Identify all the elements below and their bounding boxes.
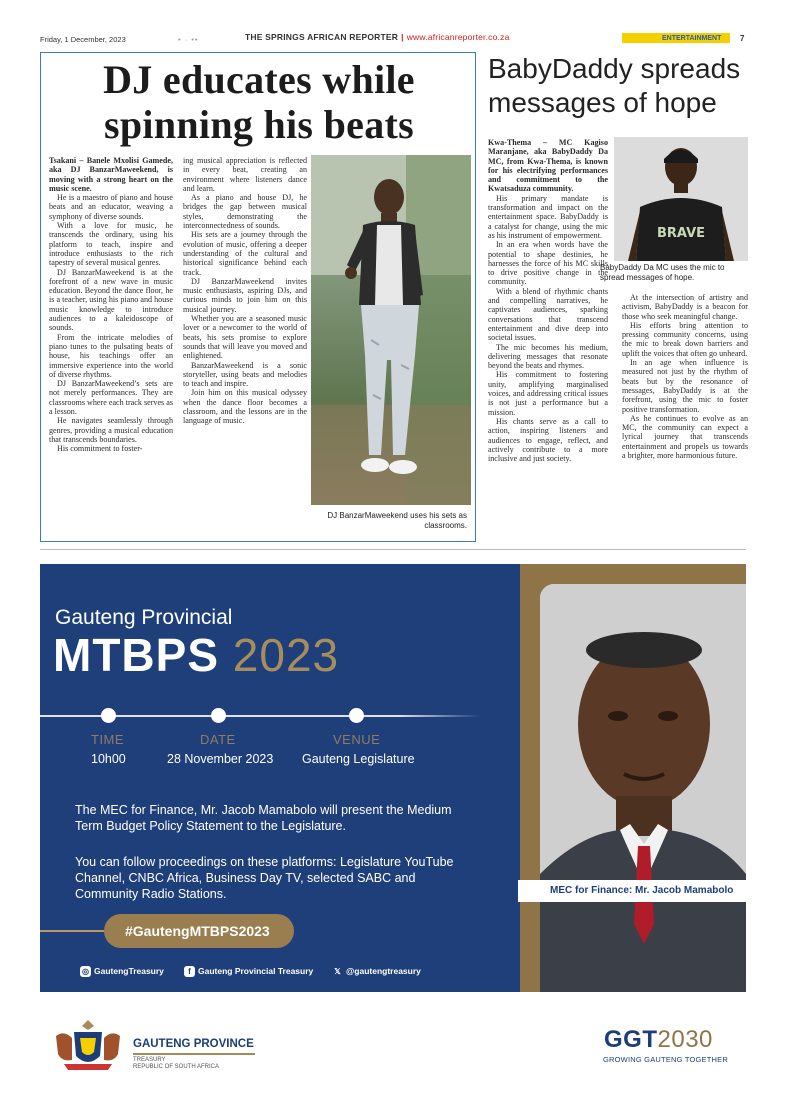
ggt-tagline: GROWING GAUTENG TOGETHER bbox=[603, 1055, 728, 1064]
social-instagram[interactable] bbox=[80, 966, 164, 977]
x-icon: 𝕏 bbox=[334, 967, 341, 977]
story1-column-1 bbox=[49, 156, 173, 454]
dj-photo bbox=[311, 155, 471, 505]
story2-paragraph: His chants serve as a call to action, inspiring listeners and audiences to engage, reflect, and actively contribute to a more inclusive and just society. bbox=[488, 416, 608, 464]
story2-lead: Kwa-Thema – MC Kagiso Maranjane, aka BabyDaddy Da MC, from Kwa-Thema, is known for his electrifying performances and commitment to the Kwatsaduza community. bbox=[488, 138, 608, 194]
timeline-line-fade bbox=[400, 715, 480, 717]
story2-paragraph: With a blend of rhythmic chants and compelling narratives, he captivates audiences, sparking conversations that transcend entertainment and dive deep into societal issues. bbox=[488, 286, 608, 343]
story2-paragraph: In an age when influence is measured not just by the rhythm of beats but by the resonance of messages, BabyDaddy is at the forefront, using the mic to foster positive transformation. bbox=[622, 358, 748, 414]
story1-paragraph: Join him on this musical odyssey when the dance floor becomes a classroom, and the lessons are in the language of music. bbox=[183, 388, 307, 426]
hashtag-pill[interactable]: #GautengMTBPS2023 bbox=[104, 914, 294, 948]
page-header bbox=[40, 32, 748, 46]
timeline-value-date: 28 November 2023 bbox=[167, 752, 274, 766]
social-x-handle: @gautengtreasury bbox=[346, 966, 421, 976]
story2-column-2 bbox=[622, 293, 748, 460]
header-separator: | bbox=[401, 32, 404, 42]
shirt-print: BRAVE bbox=[656, 226, 706, 241]
mtbps-advert bbox=[40, 564, 746, 992]
story2-column-1 bbox=[488, 138, 608, 463]
timeline-value-venue: Gauteng Legislature bbox=[302, 752, 415, 766]
timeline-value-time: 10h00 bbox=[91, 752, 126, 766]
story1-paragraph: As a piano and house DJ, he bridges the gap between musical styles, demonstrating the interconnectedness of sounds. bbox=[183, 193, 307, 231]
story1-paragraph: His sets are a journey through the evolution of music, offering a deeper understanding of the cultural and historical significance behind each track. bbox=[183, 230, 307, 277]
ad-paragraph-2: You can follow proceedings on these platforms: Legislature YouTube Channel, CNBC Africa, Business Day TV, selected SABC and Community Radio Stations. bbox=[75, 855, 454, 901]
gauteng-crest-icon bbox=[50, 1016, 126, 1072]
treasury-label: TREASURY bbox=[133, 1057, 166, 1063]
story1-paragraph: He navigates seamlessly through genres, providing a musical education that transcends boundaries. bbox=[49, 416, 173, 444]
story2-paragraph: The mic becomes his medium, delivering messages that resonate beyond the beats and rhymes. bbox=[488, 342, 608, 371]
social-instagram-handle: GautengTreasury bbox=[94, 966, 164, 976]
mec-portrait-illustration bbox=[540, 584, 746, 992]
section-label-text: ENTERTAINMENT bbox=[662, 35, 722, 42]
story2-paragraph: At the intersection of artistry and activism, BabyDaddy is a beacon for those who seek meaningful change. bbox=[622, 293, 748, 321]
social-facebook-handle: Gauteng Provincial Treasury bbox=[198, 966, 314, 976]
story2-paragraph: In an era when words have the potential to shape destinies, he harnesses the force of his MC skills to drive positive change in the community. bbox=[488, 240, 608, 287]
ggt2030-logo bbox=[604, 1026, 713, 1054]
publication-url[interactable]: www.africanreporter.co.za bbox=[406, 32, 510, 42]
story1-paragraph: BanzarMaweekend is a sonic storyteller, using beats and melodies to teach and inspire. bbox=[183, 360, 307, 389]
timeline-label-venue: VENUE bbox=[333, 732, 381, 747]
story2-paragraph: As he continues to evolve as an MC, the community can expect a lyrical journey that transcends entertainment and propels us towards a brighter, more harmonious future. bbox=[622, 413, 748, 461]
ggt-year: 2030 bbox=[657, 1026, 713, 1053]
timeline-label-date: DATE bbox=[200, 732, 236, 747]
headline-babydaddy: BabyDaddy spreads messages of hope bbox=[488, 53, 741, 118]
ad-title-mtbps: MTBPS bbox=[53, 629, 219, 681]
timeline-dot-time bbox=[101, 708, 116, 723]
hashtag-line bbox=[40, 930, 104, 932]
header-dots: • · •• bbox=[178, 35, 199, 44]
story2-paragraph: His primary mandate is transformation and impact on the entertainment space. BabyDaddy is a catalyst for change, using the mic as his instrument of empowerment. bbox=[488, 193, 608, 240]
timeline-dot-venue bbox=[349, 708, 364, 723]
headline-dj: DJ educates while spinning his beats bbox=[103, 57, 415, 147]
ad-paragraph-1: The MEC for Finance, Mr. Jacob Mamabolo will present the Medium Term Budget Policy Statement to the Legislature. bbox=[75, 803, 452, 833]
story1-paragraph: From the intricate melodies of piano tunes to the pulsating beats of house, his teachings offer an immersive experience into the world of diverse rhythms. bbox=[49, 332, 173, 379]
mec-photo bbox=[540, 584, 746, 992]
story1-paragraph: He is a maestro of piano and house beats and an educator, weaving a symphony of diverse sounds. bbox=[49, 193, 173, 221]
timeline-dot-date bbox=[211, 708, 226, 723]
story1-paragraph: Whether you are a seasoned music lover or a newcomer to the world of beats, his sets promise to explore sounds that will leave you moved and enlightened. bbox=[183, 314, 307, 361]
story1-lead: Tsakani – Banele Mxolisi Gamede, aka DJ BanzarMaweekend, is moving with a strong heart on the music scene. bbox=[49, 156, 173, 193]
section-divider bbox=[40, 549, 746, 550]
section-label bbox=[622, 33, 730, 43]
ad-title-big bbox=[53, 628, 339, 682]
story1-paragraph: ing musical appreciation is reflected in every beat, creating an environment where listeners dance and learn. bbox=[183, 156, 307, 193]
gauteng-province-name: GAUTENG PROVINCE bbox=[133, 1038, 254, 1050]
ggt-letters: GGT bbox=[604, 1026, 658, 1053]
babydaddy-photo-caption: BabyDaddy Da MC uses the mic to spread messages of hope. bbox=[600, 263, 725, 282]
dj-figure-illustration bbox=[311, 155, 471, 505]
facebook-icon: f bbox=[184, 966, 195, 977]
story-dj-educates bbox=[40, 52, 476, 542]
country-label: REPUBLIC OF SOUTH AFRICA bbox=[133, 1064, 220, 1070]
timeline-label-time: TIME bbox=[91, 732, 125, 747]
mec-photo-caption: MEC for Finance: Mr. Jacob Mamabolo bbox=[518, 880, 746, 902]
page-number: 7 bbox=[740, 34, 745, 43]
story2-paragraph: His efforts bring attention to pressing community concerns, using the mic to break down barriers and uplift the voices that often go unheard. bbox=[622, 320, 748, 358]
story1-paragraph: DJ BanzarMaweekend invites music enthusiasts, aspiring DJs, and curious minds to join him on this musical journey. bbox=[183, 276, 307, 314]
issue-date: Friday, 1 December, 2023 bbox=[40, 35, 126, 44]
social-facebook[interactable] bbox=[184, 966, 313, 977]
social-x[interactable] bbox=[332, 966, 421, 977]
publication-name bbox=[245, 32, 510, 42]
story1-paragraph: His commitment to foster- bbox=[57, 444, 143, 454]
story2-paragraph: His commitment to fostering unity, amplifying marginalised voices, and addressing critical issues is not just a performance but a mission. bbox=[488, 370, 608, 417]
dj-photo-caption: DJ BanzarMaweekend uses his sets as classrooms. bbox=[327, 511, 467, 530]
ad-title-small: Gauteng Provincial bbox=[55, 606, 233, 629]
babydaddy-photo bbox=[614, 137, 748, 261]
story1-paragraph: DJ BanzarMaweekend’s sets are not merely performances. They are classrooms where each track serves as a lesson. bbox=[49, 379, 173, 417]
publication-title: THE SPRINGS AFRICAN REPORTER bbox=[245, 32, 399, 42]
footer-gold-line bbox=[133, 1053, 255, 1055]
instagram-icon: ◎ bbox=[80, 966, 91, 977]
babydaddy-figure-illustration bbox=[614, 137, 748, 261]
story1-column-2 bbox=[183, 156, 307, 426]
story1-paragraph: DJ BanzarMaweekend is at the forefront of a new wave in music education. Beyond the dance floor, he is a teacher, using his piano and house music knowledge to introduce audiences to a kaleidoscope of sounds. bbox=[49, 267, 173, 333]
ad-title-year: 2023 bbox=[232, 629, 340, 681]
story1-paragraph: With a love for music, he transcends the ordinary, using his platform to teach, inspire and introduce enthusiasts to the rich tapestry of several musical genres. bbox=[49, 221, 173, 268]
